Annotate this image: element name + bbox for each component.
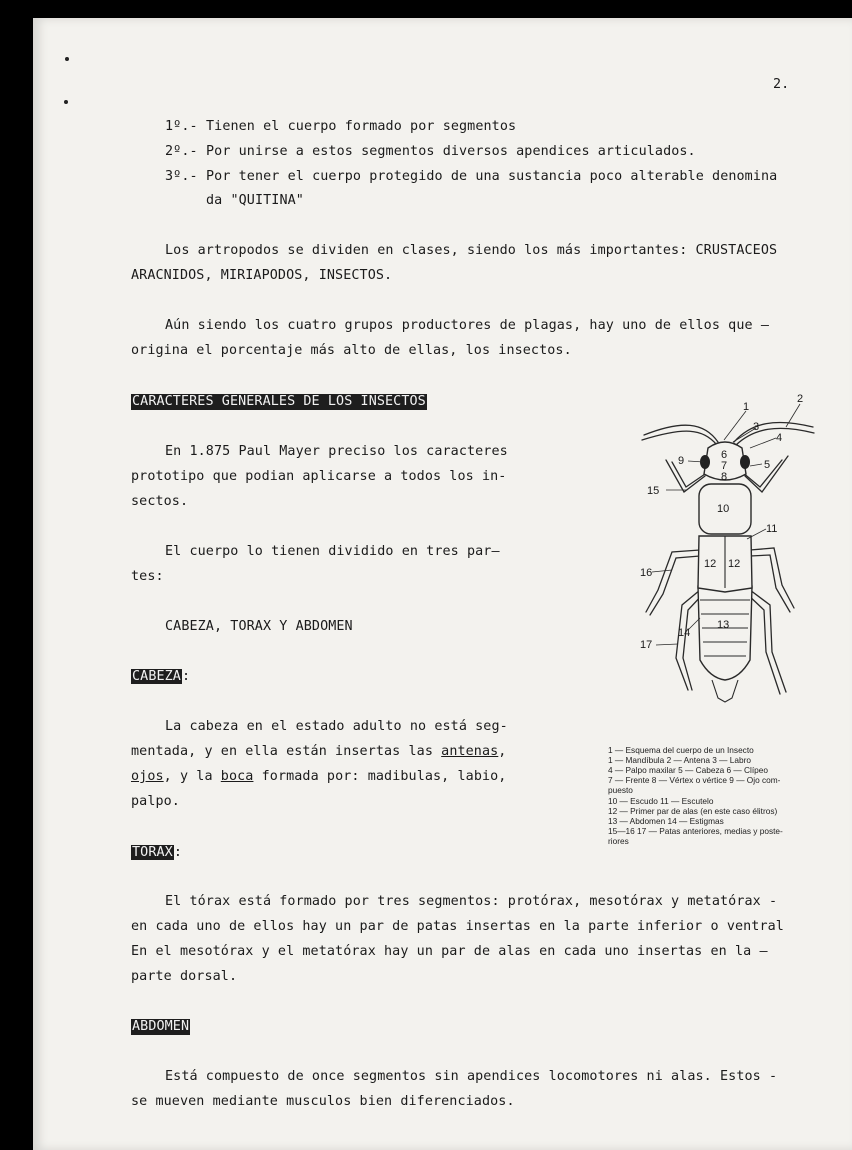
paragraph-line: Los artropodos se dividen en clases, siendo los más importantes: CRUSTACEOS [165,243,778,258]
binder-hole-mark [64,100,68,104]
paragraph-line: ARACNIDOS, MIRIAPODOS, INSECTOS. [131,268,393,283]
figure-label: 2 [797,393,804,405]
text-fragment: , y la [163,769,221,784]
page-number: 2. [773,77,790,92]
heading-label: TORAX [132,845,173,860]
leg-mid-left [646,550,700,612]
list-item-number: 1º.- [165,119,198,134]
section-heading-cabeza: CABEZA: [132,669,191,684]
paragraph-line: tes: [131,569,164,584]
paragraph-line: Está compuesto de once segmentos sin apendices locomotores ni alas. Estos - [165,1069,778,1084]
leg-mid-right [750,548,794,608]
figure-label: 3 [753,421,760,433]
paragraph-line: En 1.875 Paul Mayer preciso los caracteres [165,444,508,459]
caption-line: 13 — Abdomen 14 — Estigmas [608,816,724,826]
list-item-text: Por unirse a estos segmentos diversos apendices articulados. [206,144,696,159]
antenna-left [644,425,718,442]
paragraph-line [131,769,506,785]
figure-label: 4 [776,432,783,444]
caption-line: riores [608,836,629,846]
figure-label: 12 [704,558,717,570]
underlined-term: ojos [131,769,164,784]
figure-label: 5 [764,459,771,471]
paragraph-line: se mueven mediante musculos bien diferenciados. [131,1094,515,1109]
caption-line: 1 — Esquema del cuerpo de un Insecto [608,745,754,755]
figure-label: 15 [647,485,660,497]
section-heading-abdomen: ABDOMEN [132,1019,190,1034]
body-parts-line: CABEZA, TORAX Y ABDOMEN [165,619,353,634]
paragraph-line: parte dorsal. [131,969,238,984]
paragraph-line [131,744,506,760]
list-item-number: 3º.- [165,169,198,184]
abdomen-shape [698,583,752,680]
paragraph-line: prototipo que podian aplicarse a todos los in- [131,469,507,484]
paragraph-line: Aún siendo los cuatro grupos productores de plagas, hay uno de ellos que — [165,318,769,333]
list-item-text: Tienen el cuerpo formado por segmentos [206,119,517,134]
compound-eye-right [740,455,750,469]
paragraph-line: en cada uno de ellos hay un par de patas insertas en la parte inferior o ventral [131,919,784,934]
section-heading-caracteres: CARACTERES GENERALES DE LOS INSECTOS [132,394,426,409]
figure-label: 13 [717,619,730,631]
section-heading-torax: TORAX: [132,845,182,860]
leg-hind-right [750,590,786,692]
paragraph-line: En el mesotórax y el metatórax hay un par de alas en cada uno insertas en la — [131,944,768,959]
figure-label: 16 [640,567,653,579]
figure-label: 8 [721,471,728,483]
figure-label: 11 [766,523,778,535]
underlined-term: antenas [441,744,499,759]
paragraph-line: origina el porcentaje más alto de ellas, los insectos. [131,343,572,358]
caption-line: 10 — Escudo 11 — Escutelo [608,796,714,806]
binder-hole-mark [65,57,69,61]
figure-label: 6 [721,449,728,461]
heading-label: CABEZA [132,669,181,684]
figure-label: 7 [721,460,728,472]
caption-line: 4 — Palpo maxilar 5 — Cabeza 6 — Clípeo [608,765,769,775]
figure-label: 1 [743,401,750,413]
list-item-continuation: da "QUITINA" [206,193,304,208]
figure-label: 9 [678,455,685,467]
text-fragment: mentada, y en ella están insertas las [131,744,442,759]
figure-label: 12 [728,558,741,570]
paragraph-line: El cuerpo lo tienen dividido en tres par— [165,544,500,559]
insect-diagram [600,390,840,715]
list-item-text: Por tener el cuerpo protegido de una sustancia poco alterable denomina [206,169,778,184]
figure-label: 10 [717,503,730,515]
figure-label: 14 [678,627,691,639]
text-fragment: , [498,744,507,759]
figure-label: 17 [640,639,653,651]
paragraph-line: sectos. [131,494,189,509]
caption-line: 15—16 17 — Patas anteriores, medias y poste- [608,826,783,836]
text-fragment: formada por: madibulas, labio, [253,769,507,784]
caption-line: 7 — Frente 8 — Vértex o vértice 9 — Ojo com- [608,775,781,785]
paragraph-line: El tórax está formado por tres segmentos: protórax, mesotórax y metatórax - [165,894,778,909]
caption-line: puesto [608,785,633,795]
underlined-term: boca [220,769,254,784]
caption-line: 12 — Primer par de alas (en este caso élitros) [608,806,778,816]
paragraph-line: palpo. [131,794,180,809]
paragraph-line: La cabeza en el estado adulto no está seg- [165,719,508,734]
caption-line: 1 — Mandíbula 2 — Antena 3 — Labro [608,755,751,765]
list-item-number: 2º.- [165,144,198,159]
